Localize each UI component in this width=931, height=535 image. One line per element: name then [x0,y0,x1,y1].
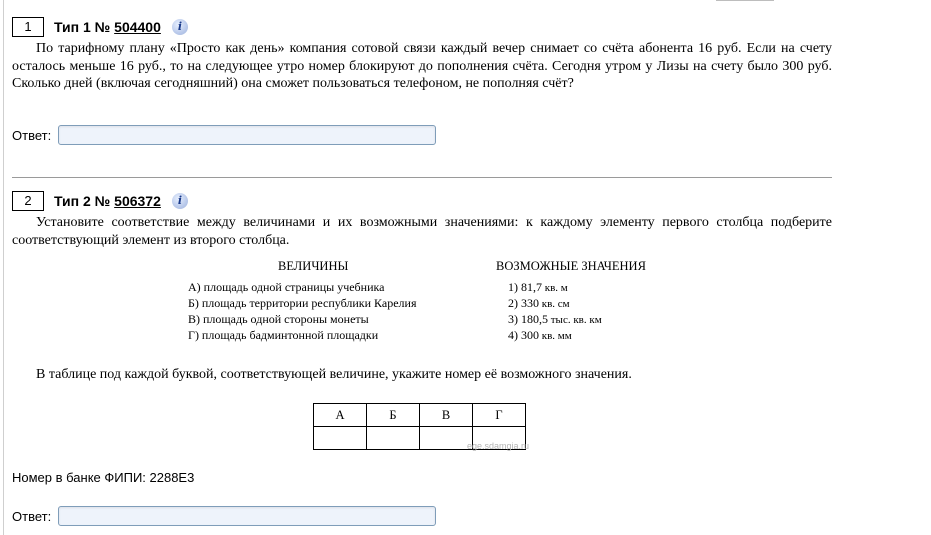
answer-table-cell [367,427,420,450]
problem-id-link[interactable]: 506372 [114,193,161,209]
type-text: Тип 1 № [54,19,111,35]
value-item: 1) 81,7 кв. м [508,280,568,294]
value-item: 2) 330 кв. см [508,296,570,310]
type-text: Тип 2 № [54,193,111,209]
section-divider [12,177,832,178]
answer-table-header: Б [367,404,420,427]
answer-label: Ответ: [12,128,52,143]
problem-type-label [54,193,161,209]
answer-input[interactable] [58,125,436,145]
answer-input[interactable] [58,506,436,526]
top-divider [716,0,774,1]
answer-table-header: В [420,404,473,427]
answer-table-header-row [314,404,526,427]
answer-table-cell [420,427,473,450]
problem-number-box: 1 [12,17,44,37]
problem-id-link[interactable]: 504400 [114,19,161,35]
info-icon[interactable]: i [172,193,188,209]
answer-table-header: Г [473,404,526,427]
value-item: 4) 300 кв. мм [508,328,572,342]
problem-text: Установите соответствие между величинами и их возможными значениями: к каждому элементу первого столбца подберите соответствующий элемент из второго столбца. [12,215,832,248]
answer-label: Ответ: [12,509,52,524]
value-item: 3) 180,5 тыс. кв. км [508,312,602,326]
left-border [3,0,4,535]
problem-type-label [54,19,161,35]
quantity-item: Г) площадь бадминтонной площадки [188,328,379,342]
watermark: ege.sdamgia.ru [467,441,530,451]
column-header-values: ВОЗМОЖНЫЕ ЗНАЧЕНИЯ [496,259,646,273]
column-header-quantities: ВЕЛИЧИНЫ [278,259,349,273]
quantity-item: А) площадь одной страницы учебника [188,280,385,294]
answer-table-cell [314,427,367,450]
info-icon[interactable]: i [172,19,188,35]
problem-text: По тарифному плану «Просто как день» компания сотовой связи каждый вечер снимает со счёта абонента 16 руб. Если на счету осталось меньше 16 руб., то на следующее утро номер блокируют до пополнения счёта. Сегодня утром у Лизы на счету было 300 руб. Сколько дней (включая сегодняшний) она сможет пользоваться телефоном, не пополняя счёт? [12,41,832,91]
quantity-item: Б) площадь территории республики Карелия [188,296,417,310]
problem-number-box: 2 [12,191,44,211]
quantity-item: В) площадь одной стороны монеты [188,312,369,326]
instruction-text: В таблице под каждой буквой, соответствующей величине, укажите номер её возможного значения. [36,367,632,382]
fipi-bank-number: Номер в банке ФИПИ: 2288E3 [12,470,195,485]
answer-table-header: А [314,404,367,427]
